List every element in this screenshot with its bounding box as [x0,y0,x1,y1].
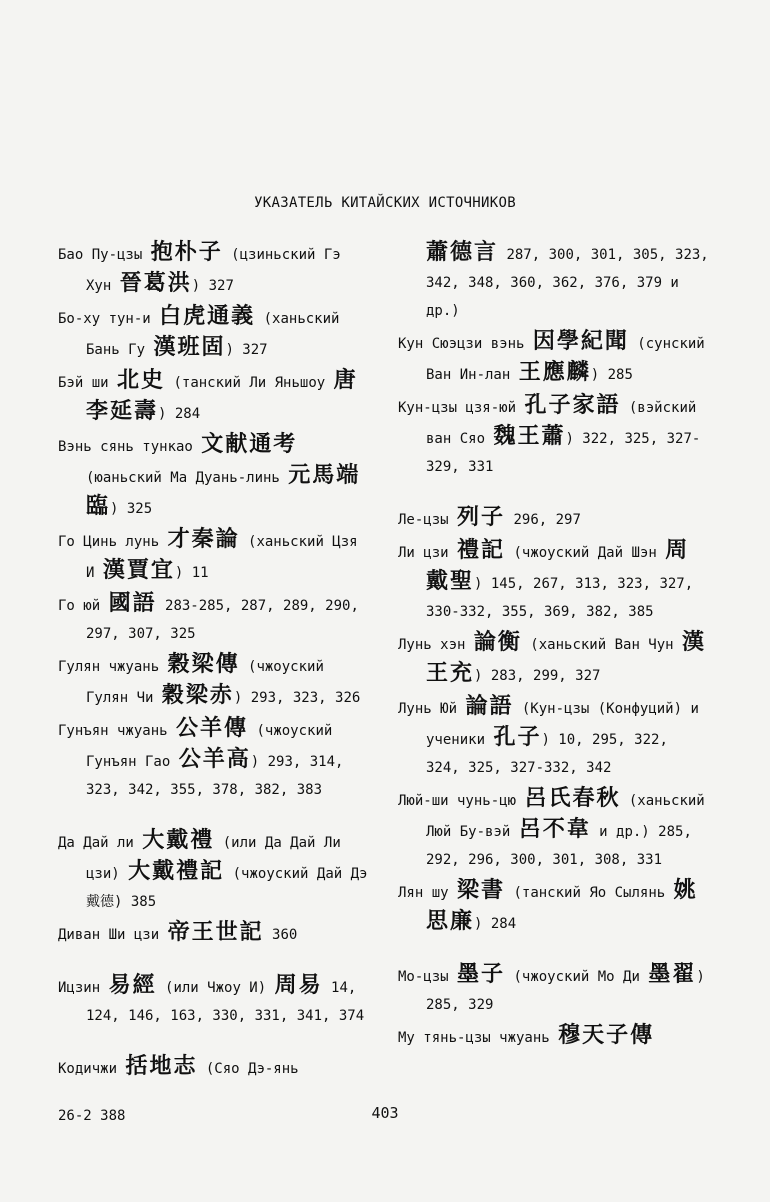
index-entry: Бао Пу-цзы 抱朴子 (цзиньский Гэ Хун 晉葛洪) 327 [58,239,341,296]
index-entry: Лунь хэн 論衡 (ханьский Ван Чун 漢王充) 283, 299, 327 [398,629,707,686]
index-entry: Ле-цзы 列子 296, 297 [398,504,581,530]
index-entry: Бэй ши 北史 (танский Ли Яньшоу 唐李延壽) 284 [58,367,358,424]
printer-signature: 26-2 388 [58,1108,126,1124]
index-entry: Мо-цзы 墨子 (чжоуский Мо Ди 墨翟) 285, 329 [398,961,705,1013]
index-entry: Да Дай ли 大戴禮 (или Да Дай Ли цзи) 大戴禮記 (чжоуский Дай Дэ 戴德) 385 [58,827,368,910]
index-entry: Кодичжи 括地志 (Сяо Дэ-янь [58,1053,299,1079]
index-entry: Ли цзи 禮記 (чжоуский Дай Шэн 周戴聖) 145, 267, 313, 323, 327, 330-332, 355, 369, 382, 385 [398,537,694,620]
right-column [398,238,710,1054]
page-number: 403 [371,1104,399,1122]
index-entry: Ицзин 易經 (или Чжоу И) 周易 14, 124, 146, 163, 330, 331, 341, 374 [58,972,365,1024]
index-entry: Кун Сюэцзи вэнь 因學紀聞 (сунский Ван Ин-лан 王應麟) 285 [398,328,705,385]
index-entry: Диван Ши цзи 帝王世記 360 [58,919,298,945]
index-entry: 蕭德言 287, 300, 301, 305, 323, 342, 348, 360, 362, 376, 379 и др.) [426,239,709,319]
index-entry: Гулян чжуань 穀梁傳 (чжоуский Гулян Чи 穀梁赤) 293, 323, 326 [58,651,361,708]
index-entry: Бо-ху тун-и 白虎通義 (ханьский Бань Гу 漢班固) 327 [58,303,340,360]
left-column [58,238,370,1085]
index-entry: Го юй 國語 283-285, 287, 289, 290, 297, 307, 325 [58,590,359,642]
index-entry: Люй-ши чунь-цю 呂氏春秋 (ханьский Люй Бу-вэй 呂不韋 и др.) 285, 292, 296, 300, 301, 308, 331 [398,785,705,868]
index-entry: Го Цинь лунь 才秦論 (ханьский Цзя И 漢賈宜) 11 [58,526,358,583]
index-entry: Гунъян чжуань 公羊傳 (чжоуский Гунъян Гао 公羊高) 293, 314, 323, 342, 355, 378, 382, 383 [58,715,344,798]
index-entry: Му тянь-цзы чжуань 穆天子傳 [398,1022,655,1048]
index-entry: Лунь Юй 論語 (Кун-цзы (Конфуций) и ученики 孔子) 10, 295, 322, 324, 325, 327-332, 342 [398,693,699,776]
index-entry: Вэнь сянь тункао 文献通考 (юаньский Ма Дуань-линь 元馬端臨) 325 [58,431,361,519]
index-entry: Кун-цзы цзя-юй 孔子家語 (вэйский ван Сяо 魏王蕭) 322, 325, 327-329, 331 [398,392,701,475]
page-title: УКАЗАТЕЛЬ КИТАЙСКИХ ИСТОЧНИКОВ [254,195,516,211]
index-entry: Лян шу 梁書 (танский Яо Сылянь 姚思廉) 284 [398,877,698,934]
